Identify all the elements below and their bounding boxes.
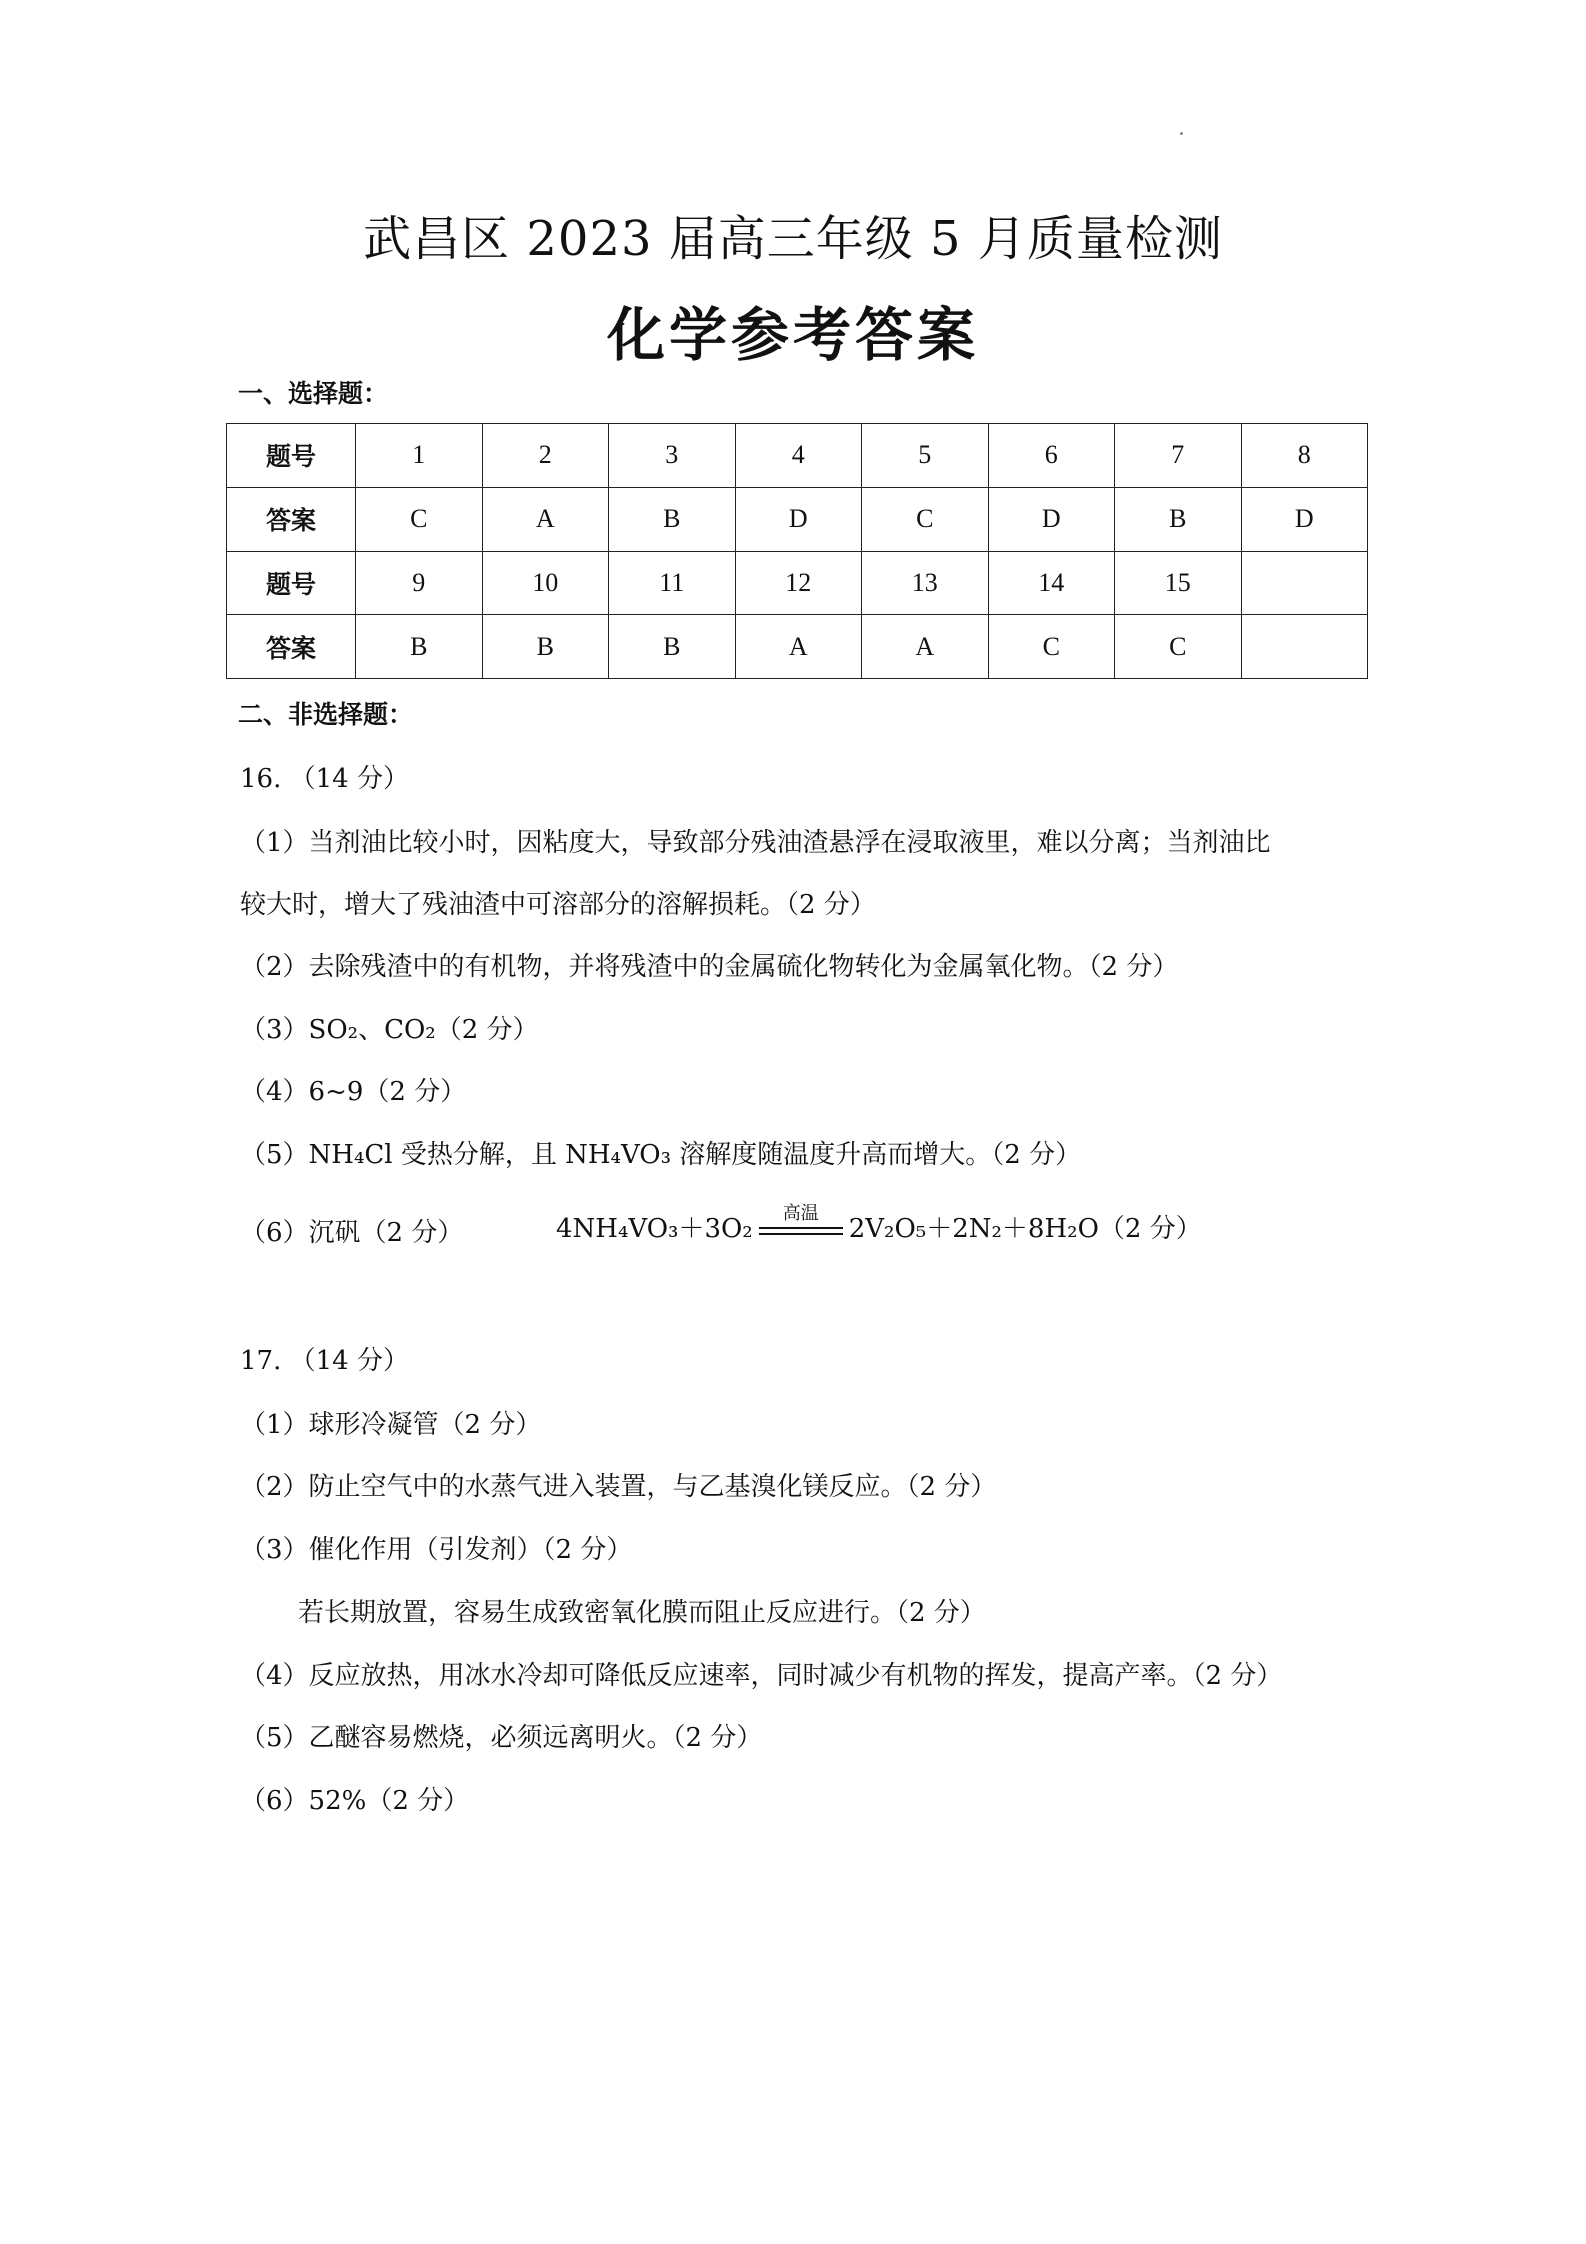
table-cell: 12	[735, 551, 862, 615]
table-cell: 13	[862, 551, 989, 615]
table-cell	[1241, 551, 1368, 615]
table-cell: 10	[482, 551, 609, 615]
equation-products: 2V₂O₅＋2N₂＋8H₂O（2 分）	[848, 1214, 1202, 1244]
table-cell: 5	[862, 424, 989, 488]
table-row	[227, 424, 1368, 488]
answer-line: （3）催化作用（引发剂）（2 分）	[240, 1535, 633, 1565]
answer-line: （2）防止空气中的水蒸气进入装置，与乙基溴化镁反应。（2 分）	[240, 1472, 997, 1502]
table-cell: B	[609, 487, 736, 551]
answer-line: （4）6~9（2 分）	[240, 1077, 467, 1107]
table-cell: D	[988, 487, 1115, 551]
table-header-cell: 题号	[227, 424, 356, 488]
table-cell: A	[735, 615, 862, 679]
table-cell: B	[1115, 487, 1242, 551]
answer-line: （6）52%（2 分）	[240, 1786, 470, 1816]
scan-dot	[1180, 132, 1183, 135]
question-16-heading: 16. （14 分）	[240, 764, 409, 794]
table-cell: 4	[735, 424, 862, 488]
section-free-response-label: 二、非选择题：	[238, 700, 414, 729]
table-cell: 2	[482, 424, 609, 488]
answer-line: 若长期放置，容易生成致密氧化膜而阻止反应进行。（2 分）	[298, 1598, 986, 1628]
reaction-condition: 高温	[782, 1203, 819, 1224]
table-row	[227, 487, 1368, 551]
table-cell: 6	[988, 424, 1115, 488]
answer-line: （2）去除残渣中的有机物，并将残渣中的金属硫化物转化为金属氧化物。（2 分）	[240, 952, 1179, 982]
answer-line: （1）球形冷凝管（2 分）	[240, 1410, 542, 1440]
table-cell: C	[988, 615, 1115, 679]
table-cell: D	[735, 487, 862, 551]
table-header-cell: 题号	[227, 551, 356, 615]
table-header-cell: 答案	[227, 487, 356, 551]
answer-line: （5）NH₄Cl 受热分解，且 NH₄VO₃ 溶解度随温度升高而增大。（2 分）	[240, 1140, 1082, 1170]
answer-line: （3）SO₂、CO₂（2 分）	[240, 1015, 539, 1045]
table-cell: 1	[356, 424, 483, 488]
table-cell: 9	[356, 551, 483, 615]
table-cell	[1241, 615, 1368, 679]
answer-line: 较大时，增大了残油渣中可溶部分的溶解损耗。（2 分）	[240, 890, 876, 920]
chemical-equation	[556, 1203, 1202, 1245]
page-title: 武昌区 2023 届高三年级 5 月质量检测	[363, 211, 1223, 267]
table-header-cell: 答案	[227, 615, 356, 679]
table-cell: C	[862, 487, 989, 551]
table-cell: B	[356, 615, 483, 679]
table-cell: 3	[609, 424, 736, 488]
table-cell: A	[482, 487, 609, 551]
answer-line: （6）沉矾（2 分）	[240, 1218, 464, 1248]
table-row	[227, 615, 1368, 679]
table-cell: 15	[1115, 551, 1242, 615]
answer-line: （4）反应放热，用冰水冷却可降低反应速率，同时减少有机物的挥发，提高产率。（2 分）	[240, 1661, 1283, 1691]
table-row	[227, 551, 1368, 615]
table-cell: A	[862, 615, 989, 679]
answer-line: （1）当剂油比较小时，因粘度大，导致部分残油渣悬浮在浸取液里，难以分离；当剂油比	[240, 828, 1271, 858]
page-subtitle: 化学参考答案	[606, 301, 979, 369]
table-cell: B	[482, 615, 609, 679]
table-cell: B	[609, 615, 736, 679]
section-choice-label: 一、选择题：	[238, 379, 389, 408]
question-17-heading: 17. （14 分）	[240, 1346, 409, 1376]
table-cell: 11	[609, 551, 736, 615]
table-cell: 8	[1241, 424, 1368, 488]
answer-line: （5）乙醚容易燃烧，必须远离明火。（2 分）	[240, 1723, 763, 1753]
table-cell: 14	[988, 551, 1115, 615]
table-cell: D	[1241, 487, 1368, 551]
table-cell: C	[1115, 615, 1242, 679]
table-cell: 7	[1115, 424, 1242, 488]
reaction-arrow	[755, 1203, 847, 1245]
answer-table	[226, 423, 1368, 679]
table-cell: C	[356, 487, 483, 551]
equation-reactants: 4NH₄VO₃＋3O₂	[556, 1214, 753, 1244]
